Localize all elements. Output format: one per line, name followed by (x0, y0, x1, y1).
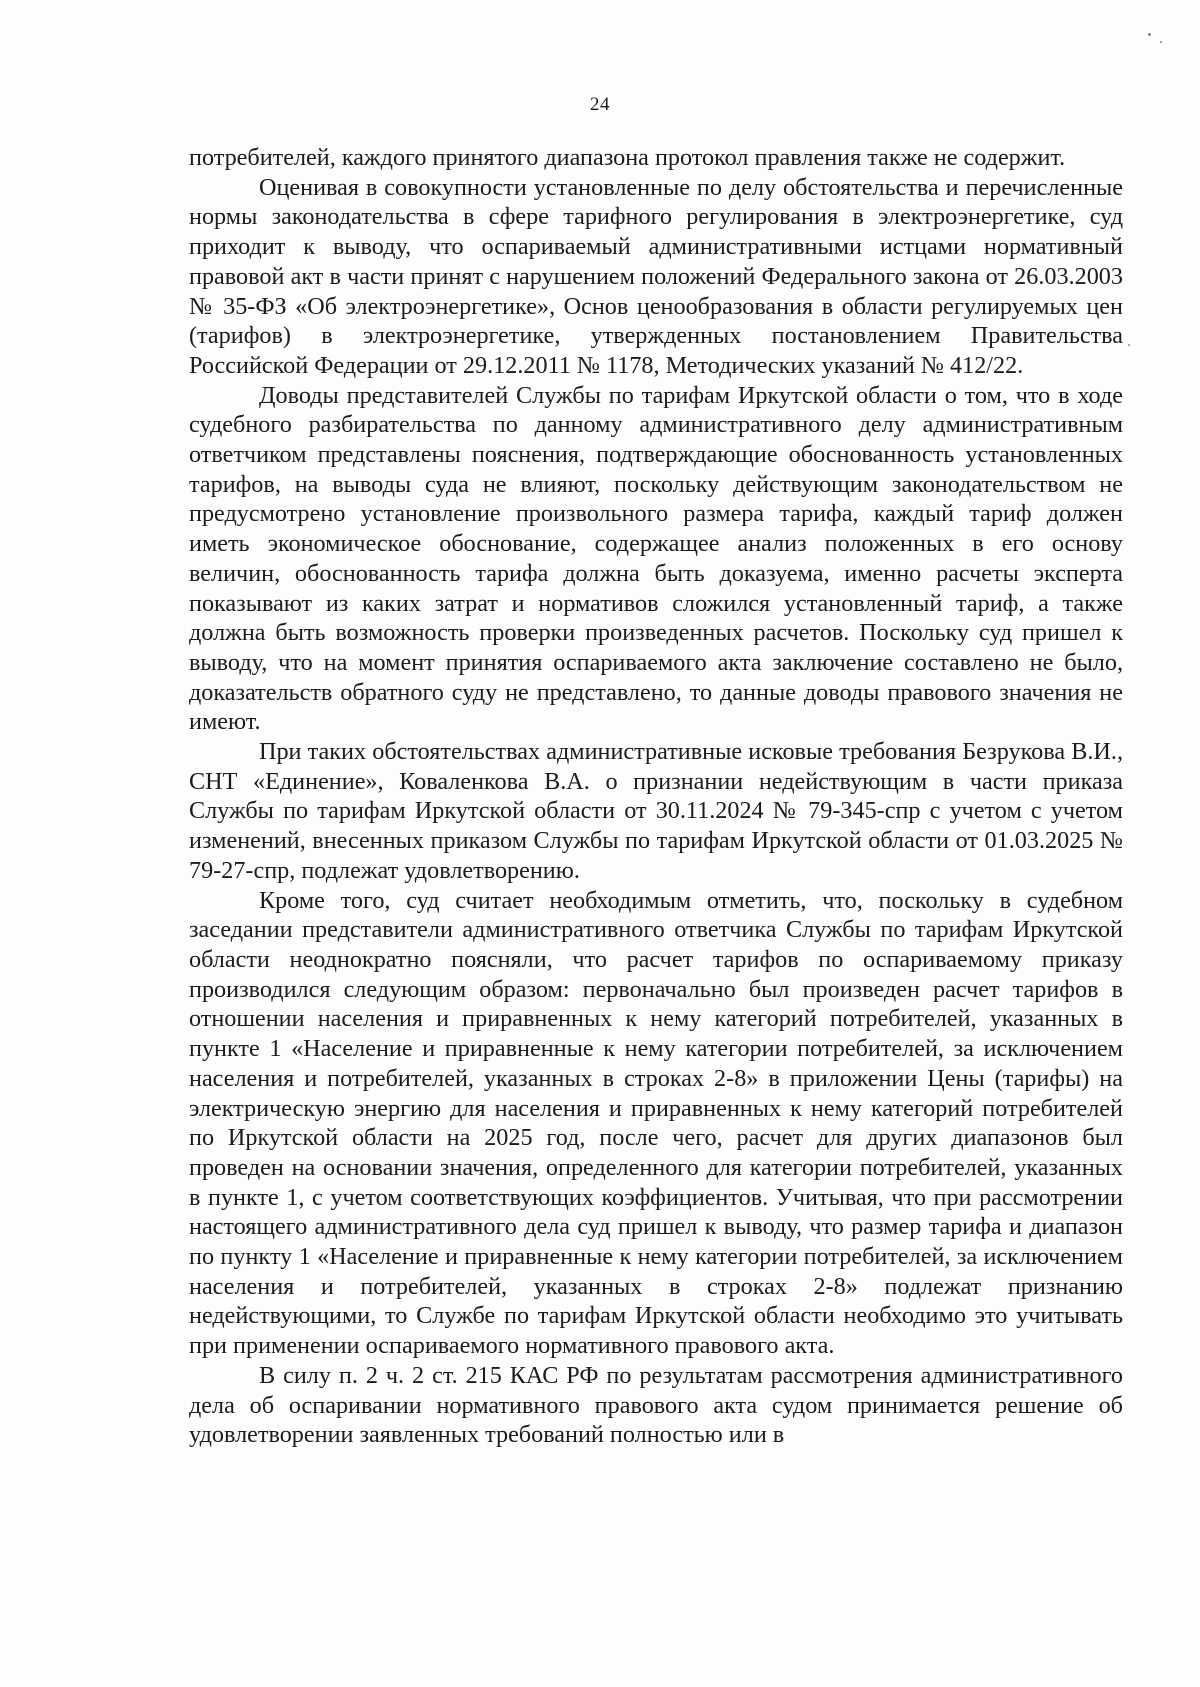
scan-speck (1160, 41, 1162, 43)
paragraph-assessment: Оценивая в совокупности установленные по делу обстоятельства и перечисленные нормы законодательства в сфере тарифного регулирования в электроэнергетике, суд приходит к выводу, что оспариваемый административными истцами нормативный правовой акт в части принят с нарушением положений Федерального закона от 26.03.2003 № 35-ФЗ «Об электроэнергетике», Основ ценообразования в области регулируемых цен (тарифов) в электроэнергетике, утвержденных постановлением Правительства Российской Федерации от 29.12.2011 № 1178, Методических указаний № 412/22. (189, 173, 1123, 379)
paragraph-respondent-arguments: Доводы представителей Службы по тарифам Иркутской области о том, что в ходе судебного разбирательства по данному административного делу административным ответчиком представлены пояснения, подтверждающие обоснованность установленных тарифов, на выводы суда не влияют, поскольку действующим законодательством не предусмотрено установление произвольного размера тарифа, каждый тариф должен иметь экономическое обоснование, содержащее анализ положенных в его основу величин, обоснованность тарифа должна быть доказуема, именно расчеты эксперта показывают из каких затрат и нормативов сложился установленный тариф, а также должна быть возможность проверки произведенных расчетов. Поскольку суд пришел к выводу, что на момент принятия оспариваемого акта заключение составлено не было, доказательств обратного суду не представлено, то данные доводы правового значения не имеют. (189, 381, 1123, 736)
paragraph-calculation-note: Кроме того, суд считает необходимым отметить, что, поскольку в судебном заседании представители административного ответчика Службы по тарифам Иркутской области неоднократно поясняли, что расчет тарифов по оспариваемому приказу производился следующим образом: первоначально был произведен расчет тарифов в отношении населения и приравненных к нему категорий потребителей, указанных в пункте 1 «Население и приравненные к нему категории потребителей, за исключением населения и потребителей, указанных в строках 2-8» в приложении Цены (тарифы) на электрическую энергию для населения и приравненных к нему категорий потребителей по Иркутской области на 2025 год, после чего, расчет для других диапазонов был проведен на основании значения, определенного для категории потребителей, указанных в пункте 1, с учетом соответствующих коэффициентов. Учитывая, что при рассмотрении настоящего административного дела суд пришел к выводу, что размер тарифа и диапазон по пункту 1 «Население и приравненные к нему категории потребителей, за исключением населения и потребителей, указанных в строках 2-8» подлежат признанию недействующими, то Службе по тарифам Иркутской области необходимо это учитывать при применении оспариваемого нормативного правового акта. (189, 886, 1123, 1360)
scan-speck (1148, 33, 1151, 36)
paragraph-legal-basis: В силу п. 2 ч. 2 ст. 215 КАС РФ по результатам рассмотрения административного дела об оспаривании нормативного правового акта судом принимается решение об удовлетворении заявленных требований полностью или в (189, 1361, 1123, 1449)
document-body (189, 143, 1123, 1450)
paragraph-continuation: потребителей, каждого принятого диапазона протокол правления также не содержит. (189, 144, 1066, 171)
paragraph-claims-satisfied: При таких обстоятельствах административные исковые требования Безрукова В.И., СНТ «Единение», Коваленкова В.А. о признании недействующим в части приказа Службы по тарифам Иркутской области от 30.11.2024 № 79-345-спр с учетом с учетом изменений, внесенных приказом Службы по тарифам Иркутской области от 01.03.2025 № 79-27-спр, подлежат удовлетворению. (189, 738, 1123, 884)
page-number: 24 (590, 94, 610, 115)
scan-speck (1128, 344, 1130, 346)
